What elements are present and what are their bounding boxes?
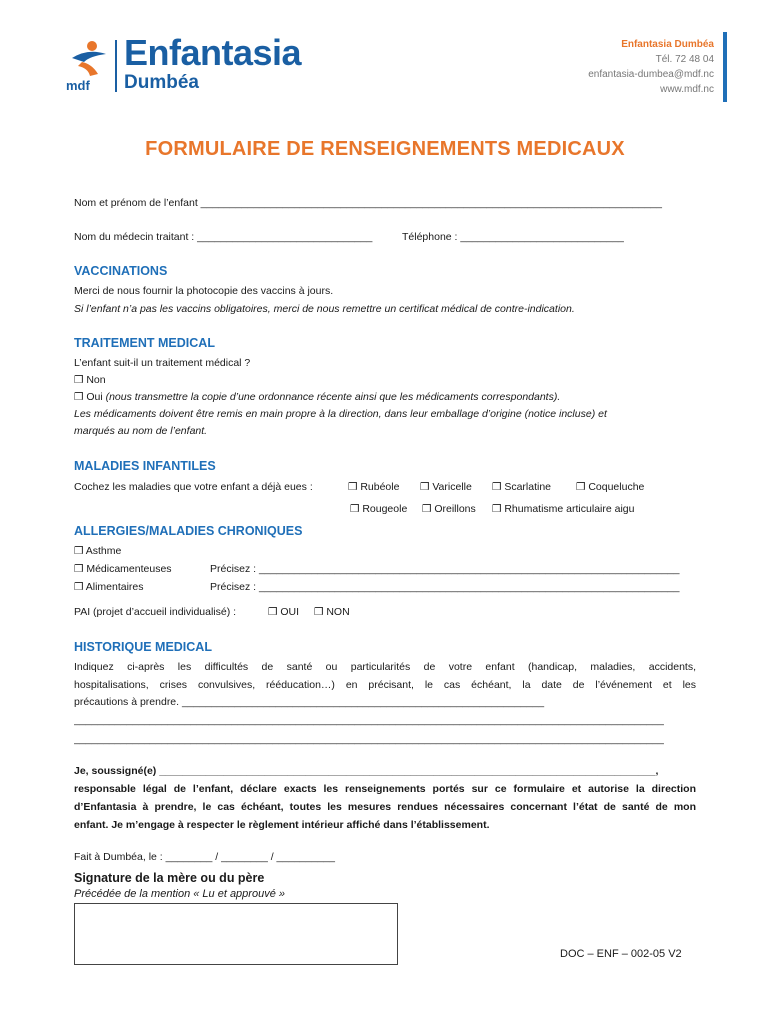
pai-label: PAI (projet d’accueil individualisé) : [74, 606, 237, 618]
history-blank-line[interactable]: _____________________________________________________________________________________________________ [74, 714, 664, 726]
treatment-question: L’enfant suit-il un traitement médical ? [74, 357, 251, 369]
page-title: FORMULAIRE DE RENSEIGNEMENTS MEDICAUX [145, 138, 625, 160]
declaration-line2: responsable légal de l’enfant, déclare exacts les renseignements portés sur ce formulaire et autorise la direction [74, 783, 696, 795]
declaration-name-field[interactable]: Je, soussigné(e) _____________________________________________________________________________________, [74, 765, 659, 777]
contact-web[interactable]: www.mdf.nc [660, 84, 714, 95]
treatment-yes-row [74, 390, 560, 404]
vaccinations-line1: Merci de nous fournir la photocopie des vaccins à jours. [74, 285, 334, 297]
vaccinations-line2: Si l’enfant n’a pas les vaccins obligatoires, merci de nous remettre un certificat médical de contre-indication. [74, 303, 575, 315]
logo-mdf-text: mdf [66, 78, 90, 93]
declaration-line3: d’Enfantasia à prendre, le cas échéant, toutes les mesures rendues nécessaires concernant l’état de santé de mon [74, 801, 696, 813]
medication-specify-field[interactable]: Précisez : ________________________________________________________________________ [210, 563, 680, 575]
contact-org: Enfantasia Dumbéa [621, 39, 714, 50]
pai-non-checkbox[interactable]: ❒ NON [314, 606, 350, 618]
food-specify-field[interactable]: Précisez : ________________________________________________________________________ [210, 581, 680, 593]
logo-figure-icon [68, 40, 110, 80]
section-childhood-diseases: MALADIES INFANTILES [74, 459, 216, 473]
history-blank-line[interactable]: _____________________________________________________________________________________________________ [74, 733, 664, 745]
disease-checkbox[interactable]: ❒ Rougeole [350, 503, 408, 515]
disease-checkbox[interactable]: ❒ Scarlatine [492, 481, 552, 493]
child-name-field[interactable]: Nom et prénom de l’enfant _______________________________________________________________________________ [74, 197, 662, 209]
signature-title: Signature de la mère ou du père [74, 871, 265, 885]
disease-checkbox[interactable]: ❒ Rubéole [348, 481, 400, 493]
section-treatment: TRAITEMENT MEDICAL [74, 336, 215, 350]
logo [66, 32, 326, 98]
history-line2: hospitalisations, crises convulsives, rééducation…) en précisant, le cas échéant, la date de l’événement et les [74, 679, 696, 691]
section-vaccinations: VACCINATIONS [74, 264, 168, 278]
history-line3[interactable]: précautions à prendre. ______________________________________________________________ [74, 696, 545, 708]
contact-block [588, 37, 714, 97]
contact-email[interactable]: enfantasia-dumbea@mdf.nc [588, 69, 714, 80]
food-allergy-checkbox[interactable]: ❒ Alimentaires [74, 581, 144, 593]
doctor-field[interactable]: Nom du médecin traitant : ______________________________ [74, 231, 373, 243]
section-allergies: ALLERGIES/MALADIES CHRONIQUES [74, 524, 303, 538]
treatment-yes-checkbox[interactable]: ❒ Oui [74, 391, 106, 403]
header-accent-bar [723, 32, 727, 102]
declaration-line4: enfant. Je m’engage à respecter le règlement intérieur affiché dans l’établissement. [74, 819, 490, 831]
treatment-no-checkbox[interactable]: ❒ Non [74, 374, 106, 386]
treatment-note1: Les médicaments doivent être remis en main propre à la direction, dans leur emballage d’origine (notice incluse) et [74, 408, 607, 420]
childhood-prompt: Cochez les maladies que votre enfant a déjà eues : [74, 481, 313, 493]
logo-divider [115, 40, 117, 92]
disease-checkbox[interactable]: ❒ Oreillons [422, 503, 476, 515]
disease-checkbox[interactable]: ❒ Coqueluche [576, 481, 645, 493]
signature-box[interactable] [74, 903, 398, 965]
logo-sub-text: Dumbéa [124, 72, 199, 93]
section-medical-history: HISTORIQUE MEDICAL [74, 640, 212, 654]
disease-checkbox[interactable]: ❒ Rhumatisme articulaire aigu [492, 503, 635, 515]
medication-allergy-checkbox[interactable]: ❒ Médicamenteuses [74, 563, 172, 575]
document-reference: DOC – ENF – 002-05 V2 [560, 948, 682, 960]
logo-main-text: Enfantasia [124, 32, 302, 73]
history-line1: Indiquez ci-après les difficultés de santé ou particularités de votre enfant (handicap, maladies, accidents, [74, 661, 696, 673]
treatment-yes-note: (nous transmettre la copie d’une ordonnance récente ainsi que les médicaments correspondants). [105, 391, 561, 403]
phone-field[interactable]: Téléphone : ____________________________ [402, 231, 624, 243]
contact-tel: Tél. 72 48 04 [655, 54, 714, 65]
signature-subtitle: Précédée de la mention « Lu et approuvé » [74, 888, 285, 900]
asthma-checkbox[interactable]: ❒ Asthme [74, 545, 122, 557]
pai-oui-checkbox[interactable]: ❒ OUI [268, 606, 299, 618]
disease-checkbox[interactable]: ❒ Varicelle [420, 481, 472, 493]
date-field[interactable]: Fait à Dumbéa, le : ________ / ________ / __________ [74, 851, 335, 863]
treatment-note2: marqués au nom de l’enfant. [74, 425, 208, 437]
